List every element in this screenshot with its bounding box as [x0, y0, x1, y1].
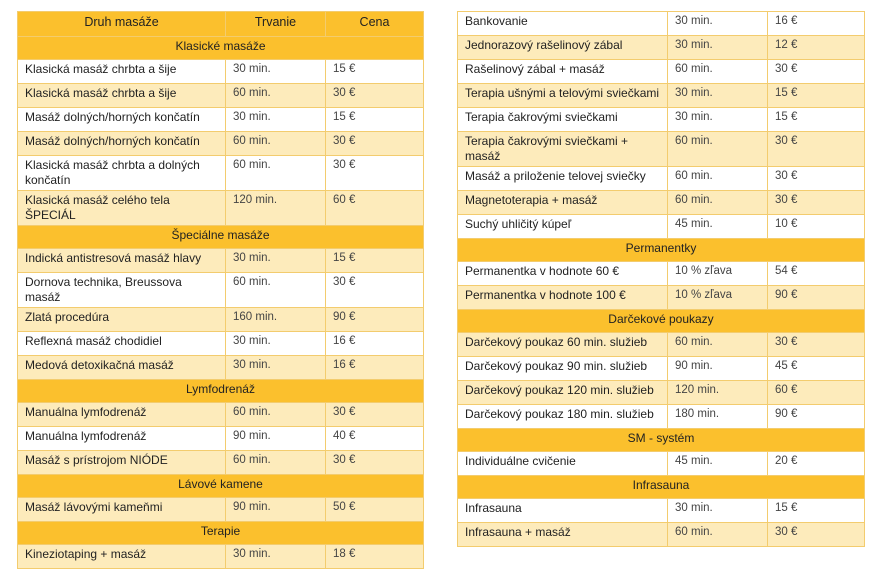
table-row	[458, 167, 865, 191]
massage-price-table-left	[17, 11, 424, 569]
table-row	[458, 12, 865, 36]
service-duration: 90 min.	[668, 357, 768, 381]
service-name: Magnetoterapia + masáž	[458, 191, 668, 215]
service-price: 18 €	[326, 545, 424, 569]
service-name: Indická antistresová masáž hlavy	[18, 249, 226, 273]
service-name: Masáž a priloženie telovej sviečky	[458, 167, 668, 191]
table-row	[458, 132, 865, 167]
table-row	[458, 523, 865, 547]
service-name: Klasická masáž chrbta a šije	[18, 60, 226, 84]
service-duration: 60 min.	[668, 60, 768, 84]
table-row	[18, 156, 424, 191]
service-duration: 180 min.	[668, 405, 768, 429]
table-row	[18, 356, 424, 380]
table-row	[18, 132, 424, 156]
section-title: Lávové kamene	[18, 475, 424, 498]
service-price: 20 €	[768, 452, 865, 476]
service-name: Klasická masáž chrbta a šije	[18, 84, 226, 108]
service-duration: 60 min.	[668, 333, 768, 357]
header-massage-type: Druh masáže	[18, 12, 226, 37]
table-row	[458, 499, 865, 523]
service-price: 30 €	[326, 156, 424, 191]
service-name: Terapia ušnými a telovými sviečkami	[458, 84, 668, 108]
service-price: 30 €	[768, 191, 865, 215]
service-price: 12 €	[768, 36, 865, 60]
service-price: 45 €	[768, 357, 865, 381]
service-price: 16 €	[768, 12, 865, 36]
service-price: 30 €	[326, 132, 424, 156]
service-name: Darčekový poukaz 60 min. služieb	[458, 333, 668, 357]
table-row	[458, 405, 865, 429]
service-duration: 60 min.	[226, 84, 326, 108]
service-duration: 60 min.	[668, 191, 768, 215]
table-row	[458, 108, 865, 132]
service-name: Terapia čakrovými sviečkami + masáž	[458, 132, 668, 167]
service-name: Darčekový poukaz 120 min. služieb	[458, 381, 668, 405]
section-header-lava-stones	[18, 475, 424, 498]
service-name: Reflexná masáž chodidiel	[18, 332, 226, 356]
service-duration: 30 min.	[226, 545, 326, 569]
service-duration: 120 min.	[668, 381, 768, 405]
service-name: Jednorazový rašelinový zábal	[458, 36, 668, 60]
table-row	[18, 545, 424, 569]
service-duration: 60 min.	[226, 273, 326, 308]
service-duration: 10 % zľava	[668, 286, 768, 310]
service-price: 30 €	[768, 167, 865, 191]
service-duration: 45 min.	[668, 215, 768, 239]
service-duration: 60 min.	[226, 403, 326, 427]
service-duration: 30 min.	[668, 84, 768, 108]
section-header-classic	[18, 37, 424, 60]
table-row	[18, 60, 424, 84]
service-name: Klasická masáž celého tela ŠPECIÁL	[18, 191, 226, 226]
section-header-lymph	[18, 380, 424, 403]
service-duration: 30 min.	[668, 108, 768, 132]
service-name: Zlatá procedúra	[18, 308, 226, 332]
service-duration: 60 min.	[668, 167, 768, 191]
service-duration: 45 min.	[668, 452, 768, 476]
service-price: 54 €	[768, 262, 865, 286]
section-header-gift-vouchers	[458, 310, 865, 333]
section-title: Darčekové poukazy	[458, 310, 865, 333]
service-name: Suchý uhličitý kúpeľ	[458, 215, 668, 239]
service-price: 15 €	[326, 108, 424, 132]
service-duration: 30 min.	[226, 249, 326, 273]
service-name: Darčekový poukaz 180 min. služieb	[458, 405, 668, 429]
table-row	[18, 403, 424, 427]
service-price: 30 €	[326, 403, 424, 427]
massage-price-table-right	[457, 11, 865, 547]
service-price: 15 €	[768, 499, 865, 523]
service-name: Dornova technika, Breussova masáž	[18, 273, 226, 308]
service-name: Medová detoxikačná masáž	[18, 356, 226, 380]
table-row	[458, 286, 865, 310]
section-title: Špeciálne masáže	[18, 226, 424, 249]
service-name: Manuálna lymfodrenáž	[18, 403, 226, 427]
service-duration: 30 min.	[226, 332, 326, 356]
service-name: Manuálna lymfodrenáž	[18, 427, 226, 451]
service-duration: 60 min.	[226, 156, 326, 191]
service-name: Kineziotaping + masáž	[18, 545, 226, 569]
service-price: 60 €	[326, 191, 424, 226]
service-duration: 90 min.	[226, 498, 326, 522]
section-header-therapies	[18, 522, 424, 545]
service-price: 30 €	[768, 132, 865, 167]
section-header-special	[18, 226, 424, 249]
table-row	[18, 273, 424, 308]
service-duration: 30 min.	[226, 108, 326, 132]
header-price: Cena	[326, 12, 424, 37]
service-price: 50 €	[326, 498, 424, 522]
section-header-infrasauna	[458, 476, 865, 499]
service-duration: 60 min.	[668, 132, 768, 167]
service-name: Masáž dolných/horných končatín	[18, 108, 226, 132]
service-price: 30 €	[326, 451, 424, 475]
table-row	[18, 451, 424, 475]
service-price: 10 €	[768, 215, 865, 239]
service-price: 30 €	[768, 523, 865, 547]
service-price: 15 €	[326, 249, 424, 273]
table-row	[458, 452, 865, 476]
table-row	[458, 215, 865, 239]
table-row	[18, 427, 424, 451]
header-duration: Trvanie	[226, 12, 326, 37]
service-name: Permanentka v hodnote 60 €	[458, 262, 668, 286]
section-title: Lymfodrenáž	[18, 380, 424, 403]
service-price: 30 €	[768, 333, 865, 357]
service-price: 30 €	[768, 60, 865, 84]
service-price: 60 €	[768, 381, 865, 405]
service-name: Infrasauna	[458, 499, 668, 523]
service-name: Terapia čakrovými sviečkami	[458, 108, 668, 132]
service-price: 30 €	[326, 84, 424, 108]
service-price: 40 €	[326, 427, 424, 451]
section-title: Terapie	[18, 522, 424, 545]
table-row	[458, 36, 865, 60]
service-name: Permanentka v hodnote 100 €	[458, 286, 668, 310]
service-duration: 10 % zľava	[668, 262, 768, 286]
section-title: SM - systém	[458, 429, 865, 452]
service-name: Individuálne cvičenie	[458, 452, 668, 476]
section-header-passes	[458, 239, 865, 262]
service-duration: 30 min.	[668, 36, 768, 60]
service-name: Masáž lávovými kameňmi	[18, 498, 226, 522]
table-row	[458, 60, 865, 84]
service-duration: 120 min.	[226, 191, 326, 226]
section-title: Infrasauna	[458, 476, 865, 499]
table-row	[458, 84, 865, 108]
table-row	[18, 498, 424, 522]
service-price: 15 €	[768, 84, 865, 108]
service-duration: 30 min.	[668, 499, 768, 523]
table-row	[458, 357, 865, 381]
table-row	[458, 381, 865, 405]
table-row	[18, 308, 424, 332]
section-title: Permanentky	[458, 239, 865, 262]
table-header-row	[18, 12, 424, 37]
table-row	[458, 333, 865, 357]
service-price: 90 €	[768, 286, 865, 310]
service-name: Rašelinový zábal + masáž	[458, 60, 668, 84]
table-row	[18, 84, 424, 108]
service-name: Klasická masáž chrbta a dolných končatín	[18, 156, 226, 191]
service-price: 90 €	[326, 308, 424, 332]
table-row	[18, 191, 424, 226]
table-row	[18, 108, 424, 132]
service-duration: 30 min.	[226, 356, 326, 380]
service-duration: 60 min.	[226, 451, 326, 475]
service-name: Masáž s prístrojom NIÓDE	[18, 451, 226, 475]
section-header-sm-system	[458, 429, 865, 452]
service-price: 15 €	[768, 108, 865, 132]
service-price: 15 €	[326, 60, 424, 84]
service-duration: 60 min.	[226, 132, 326, 156]
service-price: 30 €	[326, 273, 424, 308]
service-name: Bankovanie	[458, 12, 668, 36]
table-row	[458, 191, 865, 215]
table-row	[18, 332, 424, 356]
section-title: Klasické masáže	[18, 37, 424, 60]
service-name: Darčekový poukaz 90 min. služieb	[458, 357, 668, 381]
service-name: Masáž dolných/horných končatín	[18, 132, 226, 156]
table-row	[18, 249, 424, 273]
service-duration: 30 min.	[226, 60, 326, 84]
service-duration: 30 min.	[668, 12, 768, 36]
service-duration: 60 min.	[668, 523, 768, 547]
service-duration: 160 min.	[226, 308, 326, 332]
service-price: 90 €	[768, 405, 865, 429]
table-row	[458, 262, 865, 286]
service-name: Infrasauna + masáž	[458, 523, 668, 547]
service-price: 16 €	[326, 356, 424, 380]
service-price: 16 €	[326, 332, 424, 356]
service-duration: 90 min.	[226, 427, 326, 451]
